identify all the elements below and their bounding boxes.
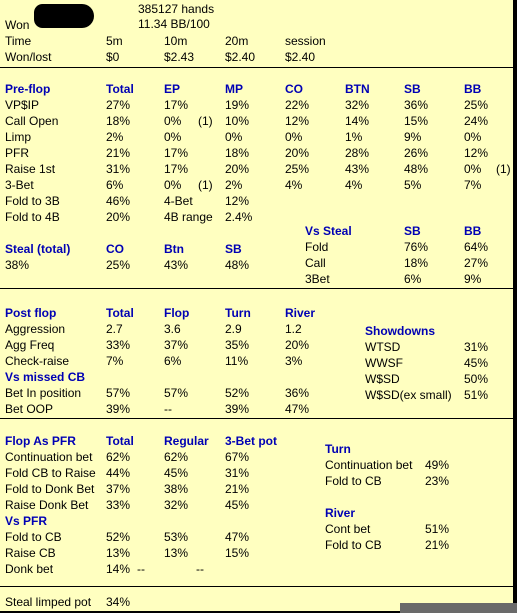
postflop-cell: 7%	[106, 354, 124, 368]
missed-cell: 47%	[285, 402, 310, 416]
postflop-cell: 20%	[285, 338, 310, 352]
preflop-cell: 0%	[164, 114, 182, 128]
steal-col-btn: Btn	[164, 242, 184, 256]
fold-to-4b-label: Fold to 4B	[5, 210, 60, 224]
divider	[0, 418, 513, 419]
preflop-cell: 25%	[464, 98, 489, 112]
missed-cell: 39%	[106, 402, 131, 416]
showdowns-title: Showdowns	[365, 324, 435, 338]
turn-row-label: Continuation bet	[325, 458, 413, 472]
missed-row-label: Bet OOP	[5, 402, 54, 416]
preflop-cell: 31%	[106, 162, 131, 176]
vs-pfr-cell: --	[137, 562, 145, 576]
preflop-cell: 24%	[464, 114, 489, 128]
steal-title: Steal (total)	[5, 242, 71, 256]
flop-pfr-col: Regular	[164, 434, 209, 448]
preflop-col: BTN	[345, 82, 370, 96]
flop-pfr-cell: 31%	[225, 466, 250, 480]
river-value: 51%	[425, 522, 450, 536]
flop-pfr-cell: 32%	[164, 498, 189, 512]
preflop-cell: 0%	[225, 130, 243, 144]
redacted-player-name	[34, 4, 94, 28]
preflop-cell: 4%	[285, 178, 303, 192]
postflop-row-label: Check-raise	[5, 354, 70, 368]
flop-pfr-cell: 62%	[164, 450, 189, 464]
preflop-cell: 48%	[404, 162, 429, 176]
vs-pfr-cell: 13%	[106, 546, 131, 560]
time-col-5m: 5m	[106, 34, 123, 48]
postflop-title: Post flop	[5, 306, 57, 320]
preflop-cell: 0%	[285, 130, 303, 144]
vs-steal-row-label: Fold	[305, 240, 329, 254]
flop-pfr-cell: 44%	[106, 466, 131, 480]
preflop-cell: 20%	[285, 146, 310, 160]
won-label: Won	[5, 18, 30, 32]
postflop-cell: 1.2	[285, 322, 302, 336]
postflop-row-label: Agg Freq	[5, 338, 55, 352]
vs-pfr-row-label: Donk bet	[5, 562, 54, 576]
vs-pfr-title: Vs PFR	[5, 514, 48, 528]
vs-pfr-row-label: Raise CB	[5, 546, 56, 560]
vs-pfr-cell: 13%	[164, 546, 189, 560]
preflop-cell: 1%	[345, 130, 363, 144]
vs-steal-title: Vs Steal	[305, 224, 352, 238]
postflop-col: River	[285, 306, 316, 320]
vs-steal-col-sb: SB	[404, 224, 421, 238]
postflop-col: Total	[106, 306, 134, 320]
postflop-col: Flop	[164, 306, 190, 320]
preflop-cell: 2%	[225, 178, 243, 192]
preflop-col: BB	[464, 82, 482, 96]
river-row-label: Fold to CB	[325, 538, 382, 552]
steal-sb: 48%	[225, 258, 250, 272]
showdown-label: W$SD(ex small)	[365, 388, 452, 402]
preflop-col: EP	[164, 82, 181, 96]
postflop-cell: 35%	[225, 338, 250, 352]
preflop-title: Pre-flop	[5, 82, 51, 96]
preflop-cell: 17%	[164, 162, 189, 176]
river-row-label: Cont bet	[325, 522, 371, 536]
missed-cell: --	[164, 402, 172, 416]
preflop-cell: 12%	[285, 114, 310, 128]
preflop-cell: 17%	[164, 146, 189, 160]
preflop-cell: 9%	[404, 130, 422, 144]
preflop-cell: 19%	[225, 98, 250, 112]
vs-steal-cell: 76%	[404, 240, 429, 254]
fold-to-3b-value: 46%	[106, 194, 131, 208]
flop-pfr-cell: 37%	[106, 482, 131, 496]
vs-steal-col-bb: BB	[464, 224, 482, 238]
wonlost-label: Won/lost	[5, 50, 52, 64]
vs-steal-row-label: 3Bet	[305, 272, 330, 286]
wonlost-session: $2.40	[285, 50, 316, 64]
showdown-value: 45%	[464, 356, 489, 370]
postflop-col: Turn	[225, 306, 251, 320]
preflop-cell: 25%	[285, 162, 310, 176]
postflop-cell: 2.9	[225, 322, 242, 336]
preflop-cell: 27%	[106, 98, 131, 112]
preflop-col: CO	[285, 82, 303, 96]
preflop-col: SB	[404, 82, 421, 96]
turn-title: Turn	[325, 442, 351, 456]
wonlost-5m: $0	[106, 50, 120, 64]
preflop-cell: 36%	[404, 98, 429, 112]
turn-value: 49%	[425, 458, 450, 472]
preflop-cell: 12%	[464, 146, 489, 160]
preflop-cell: 0%	[464, 162, 482, 176]
showdown-value: 31%	[464, 340, 489, 354]
flop-pfr-col: Total	[106, 434, 134, 448]
flop-pfr-row-label: Continuation bet	[5, 450, 93, 464]
flop-pfr-cell: 67%	[225, 450, 250, 464]
postflop-cell: 33%	[106, 338, 131, 352]
preflop-cell: 4%	[345, 178, 363, 192]
preflop-cell: 14%	[345, 114, 370, 128]
vs-pfr-cell: --	[196, 562, 204, 576]
preflop-cell: 15%	[404, 114, 429, 128]
steal-co: 25%	[106, 258, 131, 272]
fold-to-4b-value: 20%	[106, 210, 131, 224]
fold-to-3b-label: Fold to 3B	[5, 194, 60, 208]
preflop-cell: 18%	[106, 114, 131, 128]
preflop-cell: 6%	[106, 178, 124, 192]
showdown-value: 50%	[464, 372, 489, 386]
steal-btn: 43%	[164, 258, 189, 272]
river-title: River	[325, 506, 356, 520]
vs-pfr-cell: 14%	[106, 562, 131, 576]
postflop-cell: 37%	[164, 338, 189, 352]
time-col-10m: 10m	[164, 34, 188, 48]
vs-pfr-cell: 53%	[164, 530, 189, 544]
preflop-cell: 0%	[164, 178, 182, 192]
preflop-cell: 7%	[464, 178, 482, 192]
preflop-cell: 21%	[106, 146, 131, 160]
preflop-cell: 10%	[225, 114, 250, 128]
postflop-cell: 3.6	[164, 322, 181, 336]
vs-steal-cell: 64%	[464, 240, 489, 254]
preflop-cell: 28%	[345, 146, 370, 160]
time-label: Time	[5, 34, 32, 48]
postflop-cell: 2.7	[106, 322, 123, 336]
vs-pfr-row-label: Fold to CB	[5, 530, 62, 544]
preflop-cell: 26%	[404, 146, 429, 160]
preflop-row-label: Raise 1st	[5, 162, 56, 176]
preflop-cell: 18%	[225, 146, 250, 160]
flop-pfr-cell: 45%	[225, 498, 250, 512]
vs-steal-cell: 27%	[464, 256, 489, 270]
missed-cell: 36%	[285, 386, 310, 400]
missed-cell: 39%	[225, 402, 250, 416]
flop-pfr-cell: 33%	[106, 498, 131, 512]
four-bet-range-label: 4B range	[164, 210, 213, 224]
preflop-cell: 17%	[164, 98, 189, 112]
preflop-cell: 5%	[404, 178, 422, 192]
turn-value: 23%	[425, 474, 450, 488]
preflop-col: Total	[106, 82, 134, 96]
flop-pfr-cell: 62%	[106, 450, 131, 464]
flop-pfr-row-label: Raise Donk Bet	[5, 498, 89, 512]
showdown-label: W$SD	[365, 372, 400, 386]
divider	[0, 586, 513, 587]
wonlost-20m: $2.40	[225, 50, 256, 64]
flop-pfr-row-label: Fold to Donk Bet	[5, 482, 95, 496]
preflop-row-label: Call Open	[5, 114, 59, 128]
preflop-col: MP	[225, 82, 243, 96]
postflop-cell: 11%	[225, 354, 249, 368]
preflop-row-label: PFR	[5, 146, 29, 160]
preflop-cell: 43%	[345, 162, 370, 176]
steal-total: 38%	[5, 258, 30, 272]
missed-cell: 52%	[225, 386, 250, 400]
vs-steal-row-label: Call	[305, 256, 326, 270]
preflop-cell: 22%	[285, 98, 310, 112]
vs-steal-cell: 6%	[404, 272, 422, 286]
hands-count: 385127 hands	[138, 2, 215, 16]
vs-pfr-cell: 15%	[225, 546, 250, 560]
flop-pfr-cell: 21%	[225, 482, 250, 496]
preflop-row-label: VP$IP	[5, 98, 40, 112]
preflop-row-label: 3-Bet	[5, 178, 34, 192]
postflop-cell: 6%	[164, 354, 182, 368]
four-bet-value: 12%	[225, 194, 250, 208]
postflop-cell: 3%	[285, 354, 303, 368]
time-col-20m: 20m	[225, 34, 249, 48]
steal-limped-value: 34%	[106, 595, 131, 609]
postflop-row-label: Aggression	[5, 322, 66, 336]
preflop-cell: 0%	[464, 130, 482, 144]
missed-cell: 57%	[164, 386, 189, 400]
vs-pfr-cell: 52%	[106, 530, 131, 544]
showdown-value: 51%	[464, 388, 489, 402]
vs-steal-cell: 9%	[464, 272, 482, 286]
four-bet-label: 4-Bet	[164, 194, 193, 208]
showdown-label: WWSF	[365, 356, 403, 370]
preflop-note: (1)	[496, 162, 511, 176]
panel-right-border	[513, 0, 514, 611]
flop-pfr-cell: 45%	[164, 466, 189, 480]
flop-pfr-cell: 38%	[164, 482, 189, 496]
preflop-note: (1)	[198, 114, 213, 128]
showdown-label: WTSD	[365, 340, 401, 354]
preflop-cell: 32%	[345, 98, 370, 112]
vs-missed-cb-title: Vs missed CB	[5, 370, 86, 384]
preflop-note: (1)	[198, 178, 213, 192]
river-value: 21%	[425, 538, 450, 552]
vs-pfr-cell: 47%	[225, 530, 250, 544]
time-col-session: session	[285, 34, 326, 48]
flop-pfr-col: 3-Bet pot	[225, 434, 277, 448]
four-bet-range-value: 2.4%	[225, 210, 253, 224]
divider	[0, 288, 513, 289]
steal-col-sb: SB	[225, 242, 242, 256]
missed-cell: 57%	[106, 386, 131, 400]
preflop-cell: 2%	[106, 130, 124, 144]
background-window-strip	[400, 603, 517, 613]
steal-col-co: CO	[106, 242, 124, 256]
won-value: 11.34 BB/100	[138, 17, 210, 31]
wonlost-10m: $2.43	[164, 50, 195, 64]
steal-limped-label: Steal limped pot	[5, 595, 92, 609]
vs-steal-cell: 18%	[404, 256, 429, 270]
flop-pfr-row-label: Fold CB to Raise	[5, 466, 96, 480]
flop-pfr-title: Flop As PFR	[5, 434, 76, 448]
divider	[0, 67, 513, 68]
turn-row-label: Fold to CB	[325, 474, 382, 488]
preflop-cell: 0%	[164, 130, 182, 144]
missed-row-label: Bet In position	[5, 386, 82, 400]
preflop-cell: 20%	[225, 162, 250, 176]
preflop-row-label: Limp	[5, 130, 32, 144]
